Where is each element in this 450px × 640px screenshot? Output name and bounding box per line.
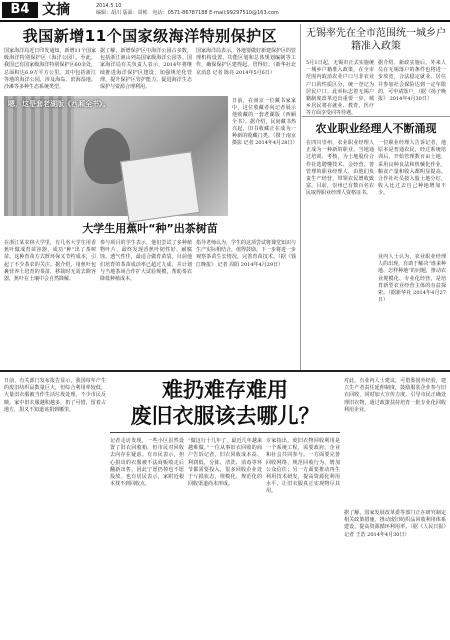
article-title: 无锡率先在全市范围统一城乡户籍准入政策	[306, 28, 446, 52]
article-body: 业内人士认为，农业职业经理人的出现，有助于解决“谁来种地、怎样种地”的问题，推动农业规模化、专业化经营，是培育新型农业经营主体的有益探索。（据新华社 2014年4月27日）	[378, 254, 446, 304]
headline-rule	[110, 432, 340, 433]
issue-date: 2014.5.10	[96, 3, 122, 9]
contact-line: 电话：0571-86787188 E-mail:99297510@163.com	[152, 10, 279, 16]
editor-line: 编辑：胡川 版面：周彬	[96, 10, 148, 16]
article-body: 据了解，新增保护区中海洋公园占多数，包括浙江渔山列岛国家级海洋公园等。国家海洋局有关负责人表示，2014年将继续推进海洋保护区建设，加强规范化管理，提升保护区管护能力，促进海洋生态保护与资源合理利用。	[100, 48, 192, 91]
news-photo	[4, 96, 228, 216]
photo-side-caption: 日前，在南京一位藏书家家中，这位收藏者向记者展示他收藏的一套老湖版《西厢全书》。据介绍，民间藏书热兴起，旧书收藏正在成为一种新的收藏门类。（摄于南京 摄影 记者 2014年4月28日）	[232, 98, 298, 146]
section-title: 文摘	[42, 2, 70, 18]
article-title: 我国新增11个国家级海洋特别保护区	[22, 27, 278, 45]
article-body: 国家海洋局近日印发通知，新增11个国家级海洋特别保护区（海洋公园）。至此，我国已有国家级海洋特别保护区60余处，总面积达6.9万平方公里。其中包括浙江等地的海洋公园，涉及海岛、滨海湿地、沙滩等多种生态系统类型。	[4, 48, 96, 91]
article-body: 一位职业经理人告诉记者，他原本是普通农民，经过系统培训后，开始管理数百亩土地，采用良种良法和机械化作业，粮食产量和收入都明显提高。合作社社员按入股土地分红，收入比过去自己种地增加不少。	[378, 140, 446, 197]
column-divider	[300, 24, 301, 370]
article-title: 农业职业经理人不断涌现	[315, 122, 437, 135]
article-body: 记者走访发现，一些小区虽然设置了旧衣回收箱，但市民对回收去向存在疑虑。有市民表示，担心捐出的衣服被不法商贩收走后翻新出售，因此宁愿扔掉也不愿投放。也有居民表示，家附近根本找不到回收点。	[110, 438, 184, 488]
article-body: 国家海洋局表示，各地要做好新建保护区的管理机构设置、功能区划和总体规划编制等工作，确保保护区建得起、管得好。（新华社北京消息 记者 陈亮 2014年5月6日）	[196, 48, 297, 76]
headline-line1: 难扔难存难用	[162, 378, 288, 402]
article-body: 据了解，国家发展改革委等部门正在研究制定相关政策措施，推动废旧纺织品回收利用体系建设，提高资源循环利用率。（据《人民日报》记者 王浩 2014年4月30日）	[344, 510, 446, 538]
article-title: 大学生用蕉叶“种”出茶树苗	[82, 222, 218, 235]
masthead-meta	[96, 3, 279, 17]
article-body: 专家指出，废旧衣物回收利用是一个系统工程，需要政府、企业和社会共同参与。一方面要完善回收网络，规范回收行为，增加公众信任；另一方面要推动再生利用技术研发，提高资源化利用水平，让旧衣服真正实现物尽其用。	[266, 438, 340, 495]
article-body: 在浙江某农林大学里，有几名大学生用香蕉叶做成育苗容器，成功“种”出了茶树苗。这种育苗方式既环保又节约成本，引起了不少茶农的关注。据介绍，用蕉叶包裹营养土培育的茶苗，移栽时无需去除容器，蕉叶在土壤中会自然降解。	[4, 240, 96, 283]
article-body: 据介绍，新政实施后，外来人员在无锡落户的条件也将进一步放宽，合法稳定就业、居住并参加社会保险达到一定年限的，可申请落户。（据《扬子晚报》 2014年4月30日）	[378, 60, 446, 103]
page-number: B4	[2, 2, 38, 18]
article-body: “做这行十几年了，最近几年越来越难做。”一位从事旧衣回收的商户告诉记者，旧衣回收成本高、利润低，分拣、清洗、消毒等环节都需要投入，很多回收企业处于亏损状态，规模化、规范化的回收渠道尚未形成。	[188, 438, 262, 488]
article-body: 日前，有关部门发布报告显示，我国每年产生的废旧纺织品数量巨大，但综合利用率较低，大量旧衣服被当作生活垃圾处理。不少市民反映，家中旧衣服越积越多，扔了可惜，留着占地方，捐又不知道该捐到哪里。	[4, 378, 106, 413]
article-body: 指导老师认为，学生的这项尝试将课堂知识与生产实际相结合，值得鼓励。下一步将进一步观察茶苗生长情况，完善育苗技术。（据《钱江晚报》 记者 周阳 2014年4月29日）	[196, 240, 297, 268]
photo-caption: 嗯，这是套老湖版《西厢全书》。	[8, 100, 110, 108]
article-body: 参与项目的学生表示，他们尝试了多种植物叶片，最终发现香蕉叶韧性好、耐腐蚀、透气性佳，最适合做育苗袋。目前他们培育的茶苗成活率已超过九成，并计划与当地茶场合作扩大试验规模，帮助茶农降低种植成本。	[100, 240, 192, 283]
section-rule	[0, 370, 450, 372]
masthead-rule	[0, 20, 450, 22]
article-body: 对此，有业内人士建议，可借鉴国外经验，建立生产者责任延伸制度，鼓励服装企业参与旧衣回收，同时加大宣传力度，引导市民正确处理旧衣物，通过政策扶持培育一批专业化回收利用企业。	[344, 378, 446, 413]
article-body: 在四川崇州，农业职业经理人正成为一种新的职业。当地通过培训、考核，为土地股份合作社选聘懂技术、会经营、善管理的职业经理人，由他们负责生产经营，带领农民增收致富。目前，崇州已有数百名农民取得职业经理人资格证书。	[306, 140, 374, 197]
article-body: 5月1日起，无锡市正式实施统一城乡户籍准入政策，在全市范围内取消农业户口与非农业户口的性质区分，统一登记为居民户口。此举标志着无锡户籍制度改革迈出重要一步，城乡居民将在就业、教育、医疗等方面享受同等待遇。	[306, 60, 374, 117]
headline-line2: 废旧衣服该去哪儿？	[130, 404, 320, 428]
